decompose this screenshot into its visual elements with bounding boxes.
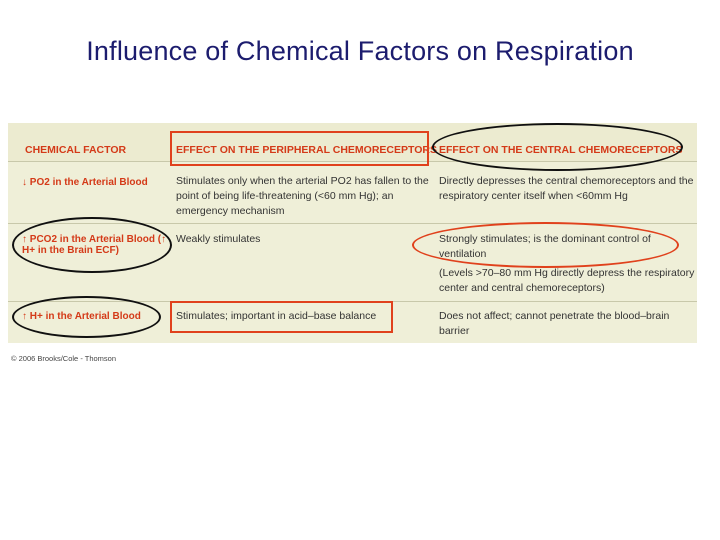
slide-title: Influence of Chemical Factors on Respiration <box>86 36 634 66</box>
pco2-factor-oval <box>12 217 172 273</box>
header-peripheral: EFFECT ON THE PERIPHERAL CHEMORECEPTORS <box>176 144 437 156</box>
central-header-oval <box>432 123 683 171</box>
row3-factor: ↑ H+ in the Arterial Blood <box>22 311 141 322</box>
row2-central: Strongly stimulates; is the dominant control of ventilation <box>439 233 651 260</box>
copyright: © 2006 Brooks/Cole - Thomson <box>11 354 117 363</box>
row3-peripheral: Stimulates; important in acid–base balance <box>176 310 377 322</box>
peripheral-header-highlight <box>170 131 429 166</box>
h-factor-oval <box>12 296 161 338</box>
row3-central: Does not affect; cannot penetrate the blood–brain barrier <box>439 310 670 337</box>
strongly-stimulates-oval <box>412 222 679 268</box>
row1-peripheral: Stimulates only when the arterial PO2 has fallen to the point of being life-threatening (<60 mm Hg); an emergency mechanism <box>176 175 429 217</box>
row1-central: Directly depresses the central chemoreceptors and the respiratory center itself when <60mm Hg <box>439 175 694 202</box>
header-central: EFFECT ON THE CENTRAL CHEMORECEPTORS <box>439 144 683 156</box>
row2-central-note: (Levels >70–80 mm Hg directly depress the respiratory center and central chemoreceptors) <box>439 267 695 294</box>
row2-peripheral: Weakly stimulates <box>176 233 261 245</box>
acid-base-highlight <box>170 301 393 333</box>
row1-factor: ↓ PO2 in the Arterial Blood <box>22 177 148 188</box>
header-chemical-factor: CHEMICAL FACTOR <box>25 144 127 156</box>
row2-factor: ↑ PCO2 in the Arterial Blood (↑ H+ in the Brain ECF) <box>22 234 167 256</box>
